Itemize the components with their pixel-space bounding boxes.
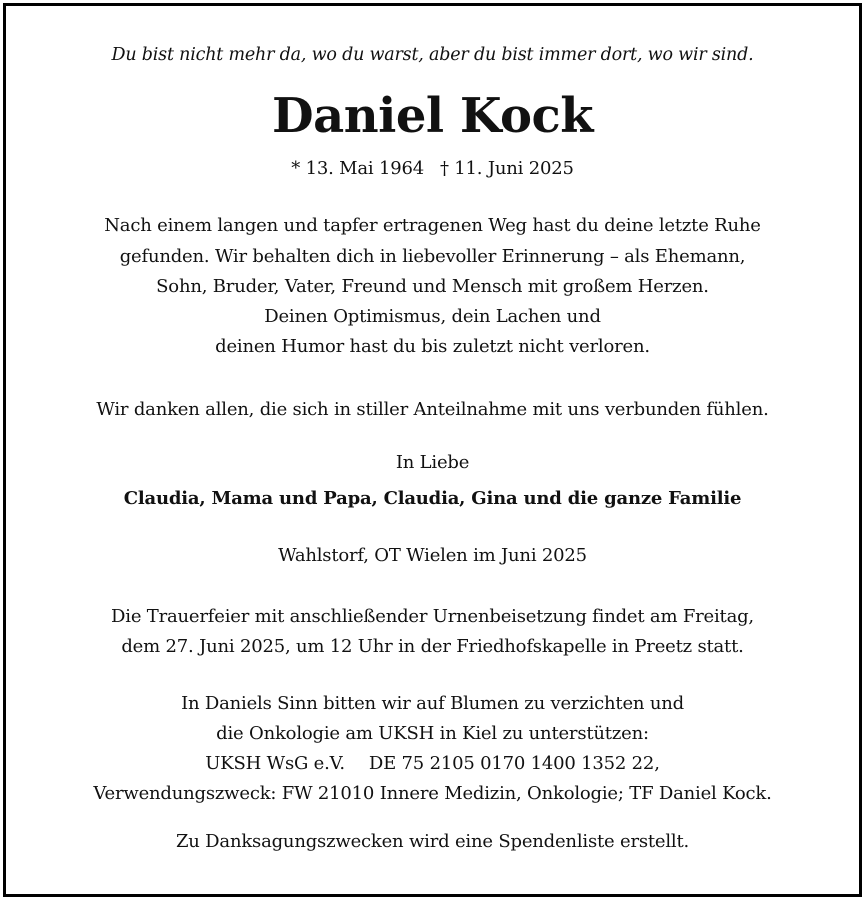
birth-date: * 13. Mai 1964	[291, 158, 424, 179]
death-date: † 11. Juni 2025	[439, 158, 574, 179]
donation-line-2: die Onkologie am UKSH in Kiel zu unterstützen:	[216, 723, 649, 744]
life-dates	[291, 158, 573, 179]
motto-quote: Du bist nicht mehr da, wo du warst, aber du bist immer dort, wo wir sind.	[111, 45, 754, 65]
donation-purpose: Verwendungszweck: FW 21010 Innere Medizin, Onkologie; TF Daniel Kock.	[93, 783, 772, 804]
deceased-name: Daniel Kock	[271, 88, 594, 144]
in-love-line: In Liebe	[395, 452, 470, 473]
obituary-notice	[3, 3, 862, 897]
donation-line-1: In Daniels Sinn bitten wir auf Blumen zu verzichten und	[181, 693, 684, 714]
bank-details	[205, 753, 659, 774]
closing-line: Zu Danksagungszwecken wird eine Spendenliste erstellt.	[175, 831, 690, 852]
funeral-line-1: Die Trauerfeier mit anschließender Urnenbeisetzung findet am Freitag,	[111, 606, 754, 627]
tribute-line-1: Nach einem langen und tapfer ertragenen Weg hast du deine letzte Ruhe	[104, 215, 761, 236]
thanks-line: Wir danken allen, die sich in stiller Anteilnahme mit uns verbunden fühlen.	[96, 399, 769, 420]
bank-iban: DE 75 2105 0170 1400 1352 22,	[368, 753, 660, 774]
tribute-line-3: Sohn, Bruder, Vater, Freund und Mensch mit großem Herzen.	[156, 276, 709, 297]
bank-name: UKSH WsG e.V.	[205, 753, 345, 774]
tribute-line-2: gefunden. Wir behalten dich in liebevoller Erinnerung – als Ehemann,	[119, 246, 746, 267]
tribute-line-5: deinen Humor hast du bis zuletzt nicht verloren.	[215, 336, 650, 357]
funeral-line-2: dem 27. Juni 2025, um 12 Uhr in der Friedhofskapelle in Preetz statt.	[121, 636, 744, 657]
tribute-line-4: Deinen Optimismus, dein Lachen und	[264, 306, 601, 327]
place-date-line: Wahlstorf, OT Wielen im Juni 2025	[278, 545, 587, 566]
family-signature: Claudia, Mama und Papa, Claudia, Gina und die ganze Familie	[123, 488, 742, 509]
